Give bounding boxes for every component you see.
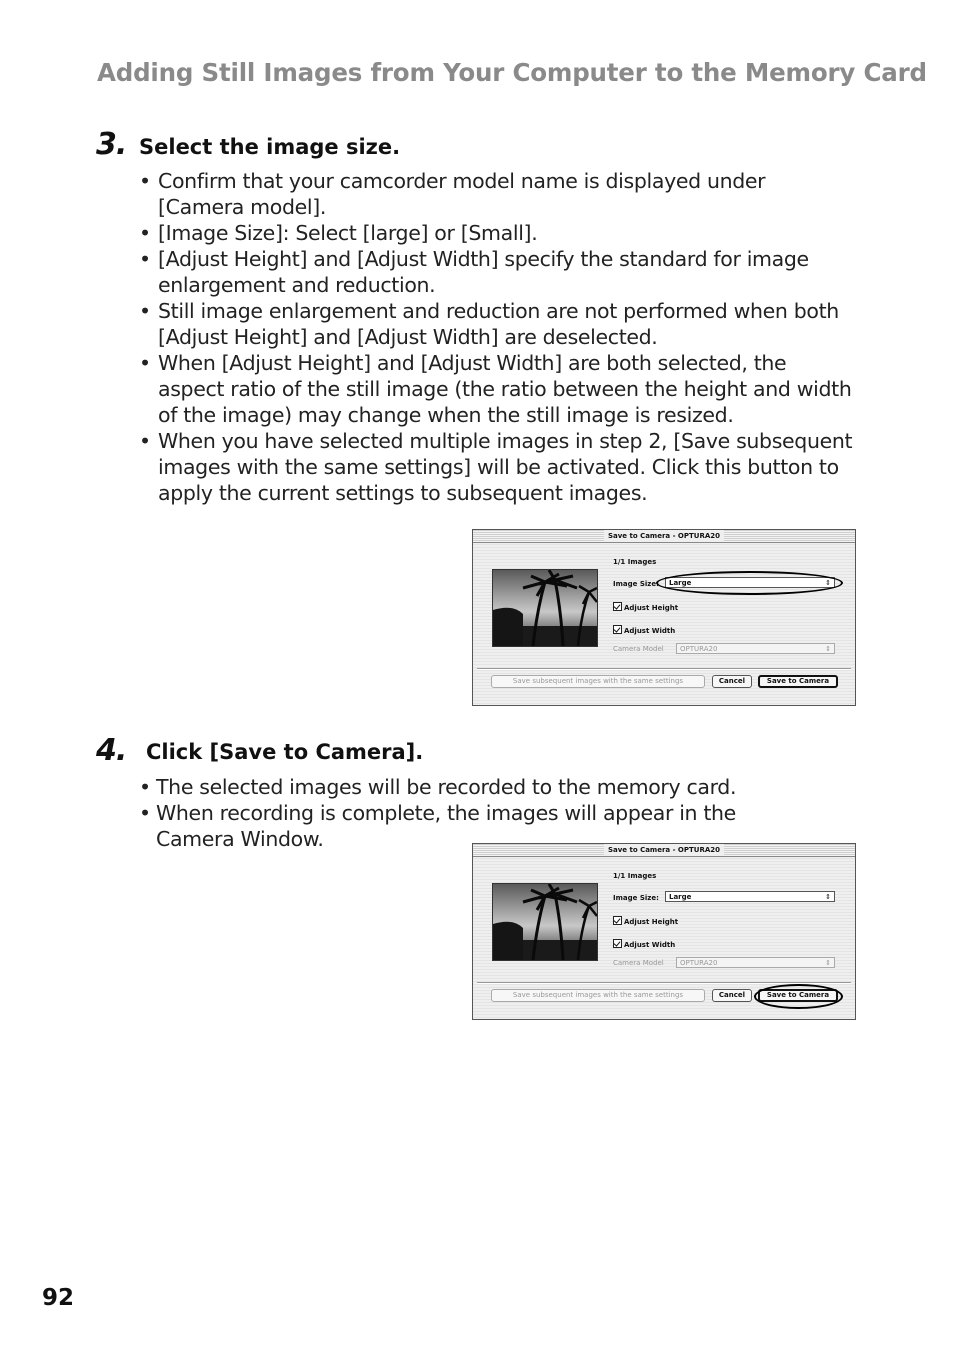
adjust-width-checkbox[interactable] (613, 625, 675, 635)
adjust-width-label: Adjust Width (624, 627, 676, 635)
step-3-bullet: • [Image Size]: Select [large] or [Small]. (138, 220, 853, 246)
image-size-label: Image Size: (613, 580, 659, 588)
step-3-bullet: • Confirm that your camcorder model name is displayed under [Camera model]. (138, 168, 853, 220)
cancel-button[interactable]: Cancel (712, 989, 752, 1002)
image-count-label: 1/1 Images (613, 558, 657, 566)
select-arrows-icon: ⇕ (825, 579, 831, 587)
checkbox-checked-icon (613, 625, 622, 634)
step-3-bullet-list (138, 168, 853, 506)
camera-model-select (676, 643, 835, 654)
dialog-title: Save to Camera - OPTURA20 (604, 530, 724, 542)
step-4-heading: Click [Save to Camera]. (146, 740, 424, 764)
step-4-bullet-list (138, 774, 838, 852)
cancel-button[interactable]: Cancel (712, 675, 752, 688)
dialog-divider (477, 668, 851, 670)
image-size-value: Large (669, 893, 692, 901)
adjust-height-checkbox[interactable] (613, 602, 678, 612)
select-arrows-icon: ⇕ (825, 645, 831, 653)
step-4-bullet: • When recording is complete, the images will appear in the Camera Window. (138, 800, 816, 852)
step-3-bullet: • When you have selected multiple images in step 2, [Save subsequent images with the same settings] will be activated. Click this button to apply the current settings to subsequent images. (138, 428, 853, 506)
checkbox-checked-icon (613, 602, 622, 611)
page-number: 92 (42, 1285, 75, 1311)
save-to-camera-dialog-screenshot (472, 843, 856, 1020)
image-size-label: Image Size: (613, 894, 659, 902)
image-size-select[interactable] (665, 891, 835, 902)
camera-model-label: Camera Model (613, 959, 664, 967)
save-to-camera-button[interactable]: Save to Camera (758, 675, 838, 688)
image-size-select[interactable] (665, 577, 835, 588)
save-subsequent-button[interactable]: Save subsequent images with the same settings (491, 989, 705, 1002)
save-to-camera-dialog-screenshot (472, 529, 856, 706)
camera-model-label: Camera Model (613, 645, 664, 653)
step-3-heading: Select the image size. (139, 135, 401, 159)
dialog-titlebar (473, 530, 855, 543)
step-4-number: 4. (96, 733, 127, 768)
step-3-bullet: • Still image enlargement and reduction are not performed when both [Adjust Height] and [Adjust Width] are deselected. (138, 298, 853, 350)
adjust-height-label: Adjust Height (624, 918, 679, 926)
adjust-height-label: Adjust Height (624, 604, 679, 612)
select-arrows-icon: ⇕ (825, 893, 831, 901)
palm-tree-photo-thumbnail (492, 883, 598, 961)
image-count-label: 1/1 Images (613, 872, 657, 880)
dialog-divider (477, 982, 851, 984)
save-to-camera-button[interactable]: Save to Camera (758, 989, 838, 1002)
adjust-height-checkbox[interactable] (613, 916, 678, 926)
step-3-number: 3. (96, 127, 127, 162)
adjust-width-checkbox[interactable] (613, 939, 675, 949)
select-arrows-icon: ⇕ (825, 959, 831, 967)
checkbox-checked-icon (613, 916, 622, 925)
camera-model-select (676, 957, 835, 968)
page-title: Adding Still Images from Your Computer to the Memory Card (97, 58, 927, 87)
step-4-bullet: • The selected images will be recorded to the memory card. (138, 774, 838, 800)
step-3-bullet: • When [Adjust Height] and [Adjust Width] are both selected, the aspect ratio of the still image (the ratio between the height and width of the image) may change when the still image is resized. (138, 350, 853, 428)
camera-model-value: OPTURA20 (680, 959, 718, 967)
checkbox-checked-icon (613, 939, 622, 948)
save-subsequent-button[interactable]: Save subsequent images with the same settings (491, 675, 705, 688)
dialog-titlebar (473, 844, 855, 857)
image-size-value: Large (669, 579, 692, 587)
step-3-bullet: • [Adjust Height] and [Adjust Width] specify the standard for image enlargement and reduction. (138, 246, 853, 298)
palm-tree-photo-thumbnail (492, 569, 598, 647)
adjust-width-label: Adjust Width (624, 941, 676, 949)
dialog-title: Save to Camera - OPTURA20 (604, 844, 724, 856)
camera-model-value: OPTURA20 (680, 645, 718, 653)
